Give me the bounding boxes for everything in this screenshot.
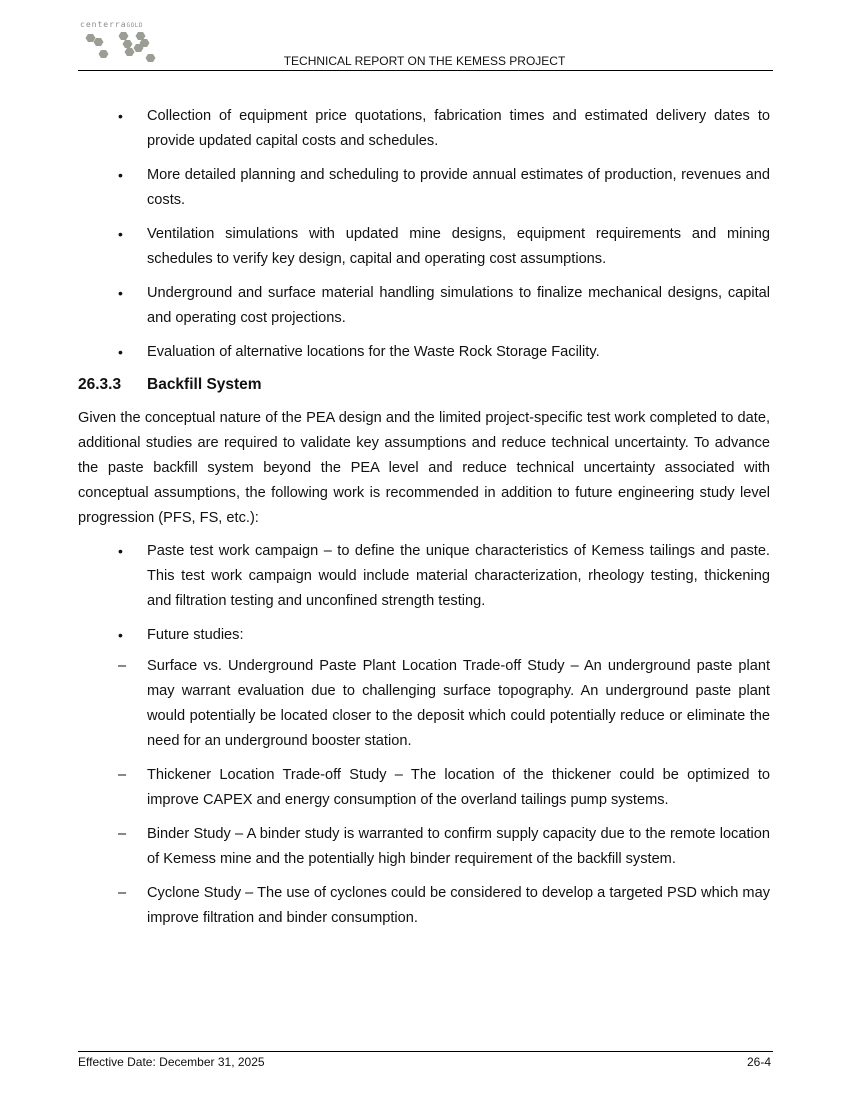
list-item: – Cyclone Study – The use of cyclones could be considered to develop a targeted PSD which may improve filtration and binder consumption. <box>118 881 770 931</box>
logo-wordmark: centerraGOLD <box>80 20 143 29</box>
list-item: • Underground and surface material handling simulations to finalize mechanical designs, capital and operating cost projections. <box>78 281 770 331</box>
bullet-icon: • <box>118 226 123 242</box>
list-item: – Surface vs. Underground Paste Plant Location Trade-off Study – An underground paste plant may warrant evaluation due to challenging surface topography. An underground paste plant would potentially be located closer to the deposit which could potentially reduce or eliminate the need for an underground booster station. <box>118 654 770 754</box>
future-studies-list <box>118 654 770 931</box>
list-item: • Ventilation simulations with updated mine designs, equipment requirements and mining schedules to verify key design, capital and operating cost assumptions. <box>78 222 770 272</box>
section-paragraph: Given the conceptual nature of the PEA design and the limited project-specific test work completed to date, additional studies are required to validate key assumptions and reduce technical uncertainty. To advance the paste backfill system beyond the PEA level and reduce technical uncertainty associated with conceptual assumptions, the following work is recommended in addition to future engineering study level progression (PFS, FS, etc.): <box>78 410 770 526</box>
bullet-icon: • <box>118 627 123 643</box>
list-item: – Thickener Location Trade-off Study – The location of the thickener could be optimized to improve CAPEX and energy consumption of the overland tailings pump systems. <box>118 763 770 813</box>
bullet-icon: • <box>118 285 123 301</box>
list-item: • More detailed planning and scheduling to provide annual estimates of production, revenues and costs. <box>78 163 770 213</box>
dash-icon: – <box>118 885 127 901</box>
bullet-icon: • <box>118 108 123 124</box>
header-divider <box>78 70 773 71</box>
list-item: – Binder Study – A binder study is warranted to confirm supply capacity due to the remote location of Kemess mine and the potentially high binder requirement of the backfill system. <box>118 822 770 872</box>
report-header-title: TECHNICAL REPORT ON THE KEMESS PROJECT <box>283 54 566 68</box>
bullet-icon: • <box>118 167 123 183</box>
footer-divider <box>78 1051 773 1052</box>
page-number: 26-4 <box>746 1055 771 1069</box>
bullet-icon: • <box>118 344 123 360</box>
list-item: • Collection of equipment price quotations, fabrication times and estimated delivery dates to provide updated capital costs and schedules. <box>78 104 770 154</box>
dash-icon: – <box>118 826 127 842</box>
list-item: • Future studies: – Surface vs. Underground Paste Plant Location Trade-off Study – An underground paste plant may warrant evaluation due to challenging surface topography. An underground paste plant would potentially be located closer to the deposit which could potentially reduce or eliminate the need for an underground booster station. – Thickener Location Trade-off Study – The location of the thickener could be optimized to improve CAPEX and energy consumption of the overland tailings pump systems. – Binder Study – A binder study is warranted to confirm supply capacity due to the remote location of Kemess mine and the potentially high binder requirement of the backfill system. – Cyclone Study – The use of cyclones could be considered to develop a targeted PSD which may improve filtration and binder consumption. <box>78 623 770 931</box>
list-item: • Evaluation of alternative locations for the Waste Rock Storage Facility. <box>78 340 770 365</box>
section-heading <box>78 374 770 396</box>
section-number: 26.3.3 <box>78 376 122 393</box>
bullet-icon: • <box>118 543 123 559</box>
recommendations-list <box>78 104 770 365</box>
dash-icon: – <box>118 658 127 674</box>
backfill-recommendations-list <box>78 539 770 931</box>
section-title: Backfill System <box>147 376 262 393</box>
page-body <box>78 104 770 940</box>
list-item: • Paste test work campaign – to define the unique characteristics of Kemess tailings and paste. This test work campaign would include material characterization, rheology testing, thickening and filtration testing and unconfined strength testing. <box>78 539 770 614</box>
effective-date: Effective Date: December 31, 2025 <box>78 1055 265 1069</box>
dash-icon: – <box>118 767 127 783</box>
